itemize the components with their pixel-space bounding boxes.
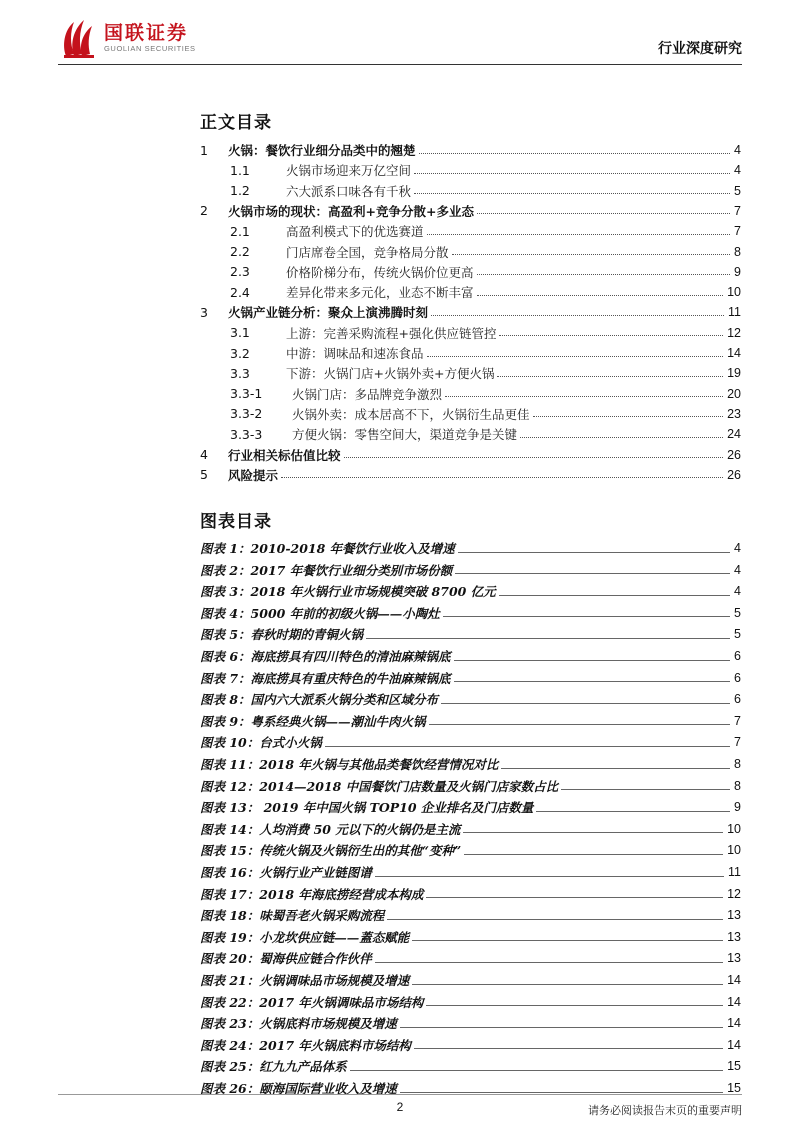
leader-line <box>412 940 723 941</box>
leader-line <box>455 573 730 574</box>
leader-line <box>400 1092 723 1093</box>
toc-entry-page: 19 <box>727 366 741 381</box>
leader-dots <box>427 356 724 357</box>
figure-entry-title: 图表 10：台式小火锅 <box>200 733 325 751</box>
leader-line <box>429 724 730 725</box>
figure-entry[interactable] <box>200 711 741 731</box>
leader-dots <box>445 396 723 397</box>
leader-dots <box>520 437 723 438</box>
toc-entry[interactable]: 3.1 上游：完善采购流程+强化供应链管控 12 <box>230 325 741 341</box>
toc-entry-page: 11 <box>728 305 741 320</box>
figure-entry-page: 4 <box>734 541 741 555</box>
figure-entry[interactable] <box>200 560 741 580</box>
leader-dots <box>427 234 731 235</box>
figure-entry-page: 5 <box>734 605 741 620</box>
toc-entry-title: 中游：调味品和速冻食品 <box>286 344 427 362</box>
figure-entry-page: 15 <box>727 1059 741 1074</box>
leader-dots <box>414 193 730 194</box>
toc-entry-title: 火锅：餐饮行业细分品类中的翘楚 <box>228 141 419 159</box>
toc-entry[interactable]: 1.2 六大派系口味各有千秋 5 <box>230 183 741 199</box>
toc-entry[interactable]: 2.3 价格阶梯分布，传统火锅价位更高 9 <box>230 264 741 280</box>
figure-entry[interactable] <box>200 862 741 882</box>
toc-entry[interactable]: 3 火锅产业链分析：聚众上演沸腾时刻 11 <box>200 304 741 321</box>
leader-line <box>463 832 723 833</box>
leader-line <box>443 616 730 617</box>
toc-entry[interactable]: 3.3-2 火锅外卖：成本居高不下，火锅衍生品更佳 23 <box>230 406 741 422</box>
leader-dots <box>344 457 724 458</box>
figure-entry-title: 图表 7：海底捞具有重庆特色的牛油麻辣锅底 <box>200 669 454 687</box>
leader-dots <box>431 315 724 316</box>
figure-entry-title: 图表 9：粤系经典火锅——潮汕牛肉火锅 <box>200 712 429 730</box>
figure-entry-page: 13 <box>727 951 741 966</box>
toc-entry-page: 9 <box>734 264 741 279</box>
figure-entry[interactable] <box>200 905 741 925</box>
leader-line <box>501 768 730 769</box>
figure-entry[interactable] <box>200 970 741 990</box>
toc-entry-page: 4 <box>734 143 741 157</box>
figure-entry-page: 6 <box>734 670 741 685</box>
toc-entry-page: 4 <box>734 163 741 178</box>
figure-entry-page: 12 <box>727 886 741 901</box>
figure-entry-title: 图表 11：2018 年火锅与其他品类餐饮经营情况对比 <box>200 755 501 773</box>
leader-line <box>458 552 730 553</box>
footer-divider <box>58 1094 742 1095</box>
figure-entry-title: 图表 25：红九九产品体系 <box>200 1057 350 1075</box>
toc-entry-title: 门店席卷全国，竞争格局分散 <box>286 243 452 261</box>
leader-line <box>400 1027 723 1028</box>
toc-entry[interactable]: 1 火锅：餐饮行业细分品类中的翘楚 4 <box>200 142 741 158</box>
guolian-logo <box>60 16 270 60</box>
header-divider <box>58 64 742 65</box>
figure-entry-page: 8 <box>734 757 741 771</box>
toc-entry[interactable]: 2.1 高盈利模式下的优选赛道 7 <box>230 223 741 240</box>
figure-entry-title: 图表 15：传统火锅及火锅衍生出的其他“变种” <box>200 841 464 859</box>
figure-entry[interactable] <box>200 776 741 796</box>
figure-entry[interactable] <box>200 689 741 709</box>
figure-entry[interactable] <box>200 668 741 688</box>
toc-entry-title: 风险提示 <box>228 466 281 484</box>
figure-entry[interactable] <box>200 840 741 860</box>
disclaimer: 请务必阅读报告末页的重要声明 <box>588 1104 742 1117</box>
figure-entry-page: 9 <box>734 800 741 815</box>
figure-entry-title: 图表 17：2018 年海底捞经营成本构成 <box>200 885 426 903</box>
leader-dots <box>477 274 731 275</box>
leader-dots <box>281 477 723 478</box>
report-type: 行业深度研究 <box>658 41 742 57</box>
figure-entry-title: 图表 12：2014—2018 中国餐饮门店数量及火锅门店家数占比 <box>200 777 561 795</box>
leader-line <box>375 962 723 963</box>
figure-entry[interactable] <box>200 927 741 947</box>
figure-entry[interactable] <box>200 538 741 558</box>
leader-line <box>499 595 730 596</box>
toc-entry-page: 20 <box>727 386 741 401</box>
leader-line <box>454 660 730 661</box>
toc-entry-page: 26 <box>727 467 741 482</box>
figure-entry-page: 6 <box>734 692 741 707</box>
page-number: 2 <box>396 1100 404 1114</box>
toc-entry-page: 12 <box>727 325 741 340</box>
figure-entry-title: 图表 14：人均消费 50 元以下的火锅仍是主流 <box>200 820 463 838</box>
toc-entry-title: 高盈利模式下的优选赛道 <box>286 222 427 240</box>
toc-entry-title: 上游：完善采购流程+强化供应链管控 <box>286 324 499 342</box>
leader-line <box>414 1048 723 1049</box>
leader-dots <box>499 335 723 336</box>
figure-entry[interactable] <box>200 1056 741 1076</box>
toc-entry-title: 下游：火锅门店+火锅外卖+方便火锅 <box>286 364 497 382</box>
figure-entry-page: 7 <box>734 735 741 750</box>
figure-entry-title: 图表 24：2017 年火锅底料市场结构 <box>200 1036 414 1054</box>
leader-line <box>441 703 730 704</box>
toc-entry-page: 14 <box>727 346 741 360</box>
figure-entry[interactable] <box>200 797 741 817</box>
figure-entry[interactable] <box>200 646 741 666</box>
leader-dots <box>414 173 730 174</box>
toc-entry-title: 差异化带来多元化，业态不断丰富 <box>286 283 477 301</box>
figure-entry-title: 图表 16：火锅行业产业链图谱 <box>200 863 375 881</box>
toc-entry[interactable]: 2.4 差异化带来多元化，业态不断丰富 10 <box>230 284 741 301</box>
leader-line <box>426 897 723 898</box>
logo-text: 国联证券 <box>104 22 189 44</box>
toc-entry-page: 7 <box>734 203 741 218</box>
figure-entry-page: 7 <box>734 713 741 728</box>
leader-dots <box>497 376 723 377</box>
toc-entry-page: 8 <box>734 244 741 259</box>
toc-entry-title: 火锅产业链分析：聚众上演沸腾时刻 <box>228 303 431 321</box>
figure-entry-page: 13 <box>727 908 741 923</box>
toc-entry-page: 23 <box>727 406 741 421</box>
figure-entry[interactable] <box>200 992 741 1012</box>
toc-entry-title: 行业相关标估值比较 <box>228 446 344 464</box>
leader-line <box>561 789 730 790</box>
figure-entry-title: 图表 22：2017 年火锅调味品市场结构 <box>200 993 426 1011</box>
figure-entry[interactable] <box>200 581 741 601</box>
figure-entry-title: 图表 20：蜀海供应链合作伙伴 <box>200 949 375 967</box>
toc-entry-title: 火锅市场的现状：高盈利+竞争分散+多业态 <box>228 202 477 220</box>
toc-entry-page: 7 <box>734 224 741 239</box>
figure-entry-title: 图表 19：小龙坎供应链——蓋态赋能 <box>200 928 412 946</box>
figure-entry-title: 图表 13： 2019 年中国火锅 TOP10 企业排名及门店数量 <box>200 798 536 816</box>
toc-entry[interactable]: 3.3-1 火锅门店：多品牌竞争激烈 20 <box>230 386 741 402</box>
figure-entry-title: 图表 6：海底捞具有四川特色的清油麻辣锅底 <box>200 647 454 665</box>
figure-entry-page: 15 <box>727 1081 741 1095</box>
figure-entry-title: 图表 5：春秋时期的青铜火锅 <box>200 625 366 643</box>
figure-entry[interactable] <box>200 732 741 752</box>
figure-entry-title: 图表 23：火锅底料市场规模及增速 <box>200 1014 400 1032</box>
leader-line <box>375 876 724 877</box>
figure-entry-page: 8 <box>734 778 741 793</box>
toc-entry-page: 26 <box>727 447 741 462</box>
figure-entry[interactable] <box>200 884 741 904</box>
figure-entry[interactable] <box>200 1078 741 1098</box>
toc-entry[interactable]: 2.2 门店席卷全国，竞争格局分散 8 <box>230 244 741 260</box>
figure-entry-page: 14 <box>727 1037 741 1052</box>
leader-line <box>454 681 730 682</box>
figure-entry[interactable] <box>200 819 741 839</box>
figure-entry-page: 14 <box>727 1016 741 1031</box>
leader-line <box>366 638 730 639</box>
toc-entry-title: 六大派系口味各有千秋 <box>286 182 414 200</box>
leader-dots <box>419 153 731 154</box>
leader-dots <box>452 254 731 255</box>
figure-entry[interactable] <box>200 603 741 623</box>
toc-entry-title: 方便火锅：零售空间大，渠道竞争是关键 <box>292 425 520 443</box>
figures-title: 图表目录 <box>200 512 272 532</box>
toc-entry[interactable]: 3.3 下游：火锅门店+火锅外卖+方便火锅 19 <box>230 365 741 382</box>
figure-entry-page: 10 <box>727 843 741 858</box>
toc-entry[interactable]: 4 行业相关标估值比较 26 <box>200 447 741 463</box>
leader-line <box>325 746 730 747</box>
toc-entry-page: 10 <box>727 285 741 300</box>
figure-entry-title: 图表 1：2010-2018 年餐饮行业收入及增速 <box>200 539 458 557</box>
page-header <box>0 0 800 70</box>
toc-entry[interactable]: 3.2 中游：调味品和速冻食品 14 <box>230 345 741 361</box>
figure-entry-title: 图表 3：2018 年火锅行业市场规模突破 8700 亿元 <box>200 582 499 600</box>
figure-entry-page: 11 <box>728 865 741 879</box>
toc-entry-page: 5 <box>734 183 741 198</box>
figure-entry[interactable] <box>200 1013 741 1033</box>
figure-entry-title: 图表 4：5000 年前的初级火锅——小陶灶 <box>200 604 443 622</box>
figure-entry-page: 4 <box>734 584 741 599</box>
figure-entry-title: 图表 8：国内六大派系火锅分类和区域分布 <box>200 690 441 708</box>
toc-entry-title: 火锅门店：多品牌竞争激烈 <box>292 385 445 403</box>
figure-entry[interactable] <box>200 948 741 968</box>
figure-entry-page: 4 <box>734 562 741 577</box>
figure-entry-page: 14 <box>727 994 741 1009</box>
leader-line <box>387 919 723 920</box>
figure-entry-page: 5 <box>734 627 741 642</box>
leader-line <box>464 854 723 855</box>
leader-dots <box>477 213 730 214</box>
leader-dots <box>533 416 724 417</box>
toc-entry[interactable]: 1.1 火锅市场迎来万亿空间 4 <box>230 162 741 179</box>
figure-entry-title: 图表 21：火锅调味品市场规模及增速 <box>200 971 412 989</box>
figure-entry[interactable] <box>200 754 741 774</box>
toc-entry-title: 火锅市场迎来万亿空间 <box>286 161 414 179</box>
figure-entry[interactable] <box>200 1035 741 1055</box>
toc-entry-title: 火锅外卖：成本居高不下，火锅衍生品更佳 <box>292 405 533 423</box>
figure-entry-title: 图表 2：2017 年餐饮行业细分类别市场份额 <box>200 561 455 579</box>
figure-entry[interactable] <box>200 624 741 644</box>
figure-entry-title: 图表 18：味蜀吾老火锅采购流程 <box>200 906 387 924</box>
toc-entry[interactable]: 5 风险提示 26 <box>200 467 741 483</box>
toc-title: 正文目录 <box>200 113 272 133</box>
leader-line <box>412 984 723 985</box>
leader-line <box>426 1005 723 1006</box>
leader-dots <box>477 295 724 296</box>
figure-entry-page: 6 <box>734 649 741 663</box>
figure-entry-page: 13 <box>727 929 741 944</box>
toc-entry[interactable]: 2 火锅市场的现状：高盈利+竞争分散+多业态 7 <box>200 203 741 219</box>
leader-line <box>536 811 730 812</box>
toc-entry-title: 价格阶梯分布，传统火锅价位更高 <box>286 263 477 281</box>
toc-entry[interactable]: 3.3-3 方便火锅：零售空间大，渠道竞争是关键 24 <box>230 426 741 443</box>
toc-entry-page: 24 <box>727 427 741 442</box>
logo-subtext: GUOLIAN SECURITIES <box>104 44 196 53</box>
guolian-logo-icon <box>60 16 100 60</box>
leader-line <box>350 1070 723 1071</box>
figure-entry-title: 图表 26：颐海国际营业收入及增速 <box>200 1079 400 1097</box>
figure-entry-page: 10 <box>727 821 741 836</box>
figure-entry-page: 14 <box>727 973 741 987</box>
